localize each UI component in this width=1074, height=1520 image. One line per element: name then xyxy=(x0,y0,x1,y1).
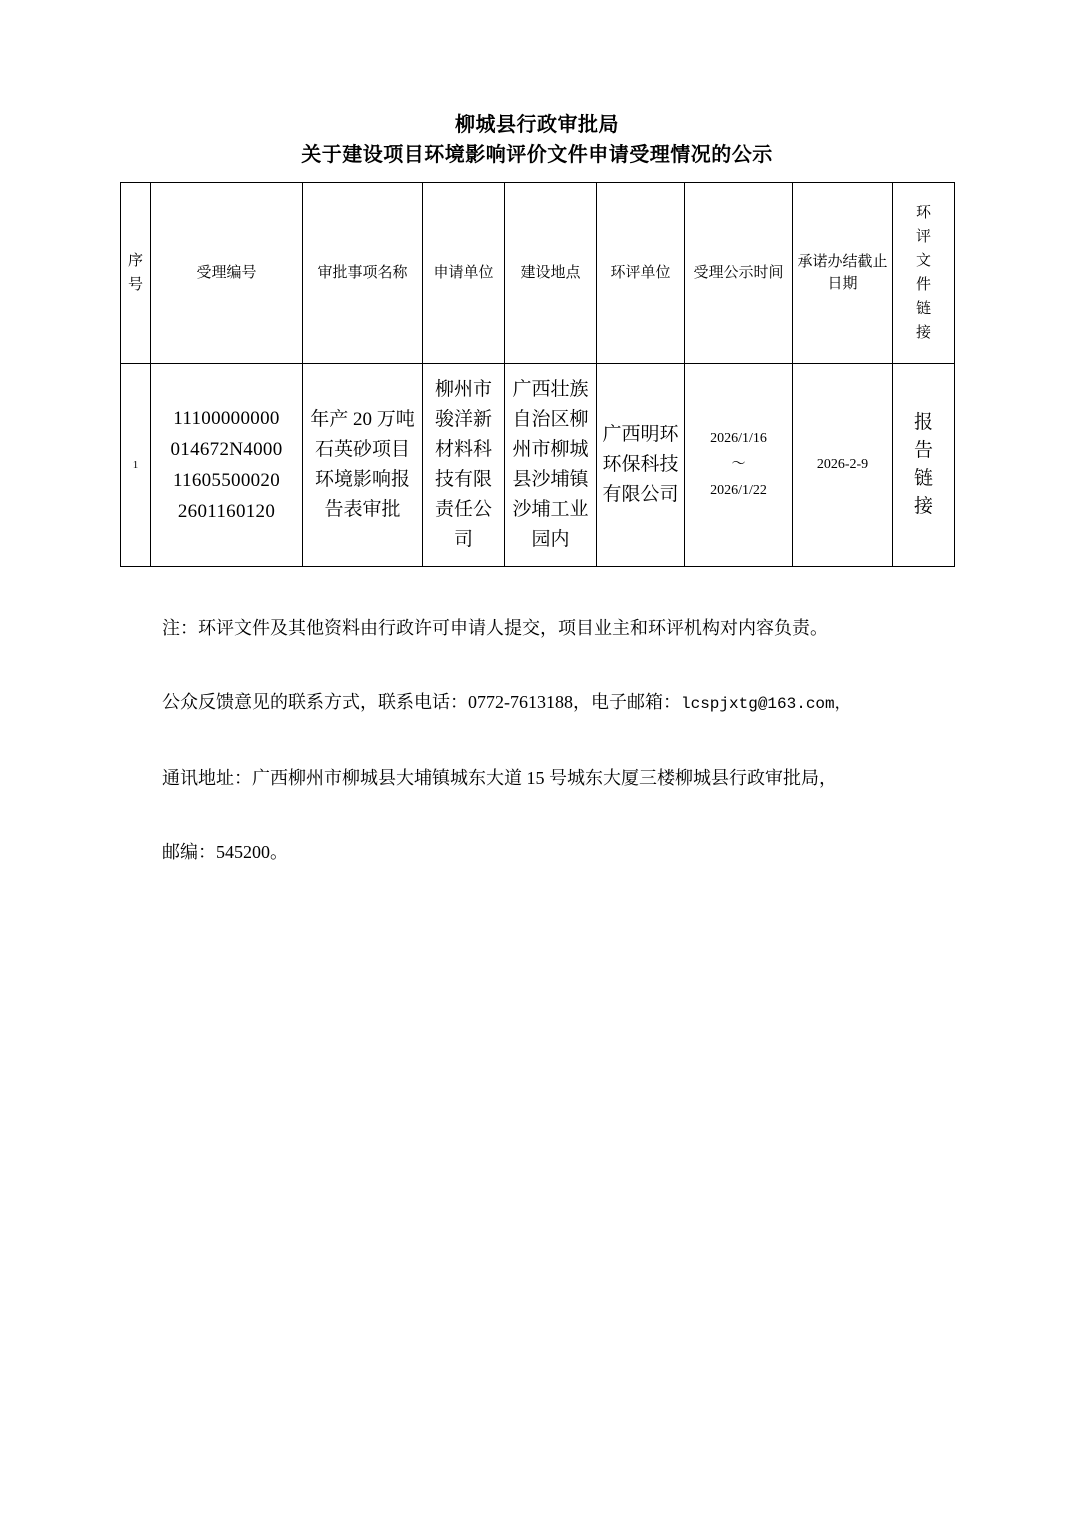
accept-number-line-3: 11605500020 xyxy=(172,470,281,491)
cell-applicant: 柳州市骏洋新材料科技有限责任公司 xyxy=(423,364,505,567)
title-line-2: 关于建设项目环境影响评价文件申请受理情况的公示 xyxy=(301,144,773,166)
title-line-1: 柳城县行政审批局 xyxy=(455,114,619,136)
column-header-publicity-time: 受理公示时间 xyxy=(685,183,793,364)
header-link-char-6: 接 xyxy=(915,325,931,341)
cell-approval-item: 年产 20 万吨石英砂项目环境影响报告表审批 xyxy=(303,364,423,567)
publicity-time-end: 2026/1/22 xyxy=(710,483,767,498)
cell-seq: 1 xyxy=(121,364,151,567)
column-header-due-date: 承诺办结截止日期 xyxy=(793,183,893,364)
column-header-approval-item: 审批事项名称 xyxy=(303,183,423,364)
table-body xyxy=(121,364,955,567)
header-link-char-2: 评 xyxy=(915,229,931,245)
table-header xyxy=(121,183,955,364)
notes-section xyxy=(120,613,954,867)
file-link-char-4: 接 xyxy=(913,495,933,517)
column-header-ea-unit: 环评单位 xyxy=(597,183,685,364)
cell-ea-unit: 广西明环环保科技有限公司 xyxy=(597,364,685,567)
table-header-row xyxy=(121,183,955,364)
accept-number-line-4: 2601160120 xyxy=(177,501,276,522)
column-header-applicant: 申请单位 xyxy=(423,183,505,364)
accept-number-line-2: 014672N4000 xyxy=(170,439,283,460)
header-link-char-4: 件 xyxy=(915,277,931,293)
header-link-char-1: 环 xyxy=(915,205,931,221)
cell-publicity-time xyxy=(685,364,793,567)
cell-due-date: 2026-2-9 xyxy=(793,364,893,567)
header-link-char-3: 文 xyxy=(915,253,931,269)
column-header-site: 建设地点 xyxy=(505,183,597,364)
cell-file-link[interactable] xyxy=(893,364,955,567)
acceptance-table xyxy=(120,182,955,567)
publicity-time-separator: ～ xyxy=(731,457,746,472)
column-header-accept-number: 受理编号 xyxy=(151,183,303,364)
cell-accept-number xyxy=(151,364,303,567)
file-link-char-1: 报 xyxy=(913,411,933,433)
table-row xyxy=(121,364,955,567)
accept-number-line-1: 11100000000 xyxy=(173,408,280,429)
file-link-char-2: 告 xyxy=(913,439,933,461)
file-link-char-3: 链 xyxy=(913,467,933,489)
note-responsibility: 注：环评文件及其他资料由行政许可申请人提交，项目业主和环评机构对内容负责。 xyxy=(162,618,828,638)
page-title xyxy=(120,110,954,170)
note-contact-prefix: 公众反馈意见的联系方式，联系电话：0772-7613188，电子邮箱： xyxy=(162,692,681,712)
column-header-seq xyxy=(121,183,151,364)
note-contact xyxy=(162,687,954,719)
header-seq-char-1: 序 xyxy=(127,253,143,269)
header-seq-char-2: 号 xyxy=(127,277,143,293)
note-address: 通讯地址：广西柳州市柳城县大埔镇城东大道 15 号城东大厦三楼柳城县行政审批局， xyxy=(162,768,837,788)
cell-site: 广西壮族自治区柳州市柳城县沙埔镇沙埔工业园内 xyxy=(505,364,597,567)
header-link-char-5: 链 xyxy=(915,301,931,317)
publicity-time-start: 2026/1/16 xyxy=(710,431,767,446)
note-postcode: 邮编：545200。 xyxy=(162,842,288,862)
column-header-file-link xyxy=(893,183,955,364)
contact-email: lcspjxtg@163.com， xyxy=(681,695,851,713)
